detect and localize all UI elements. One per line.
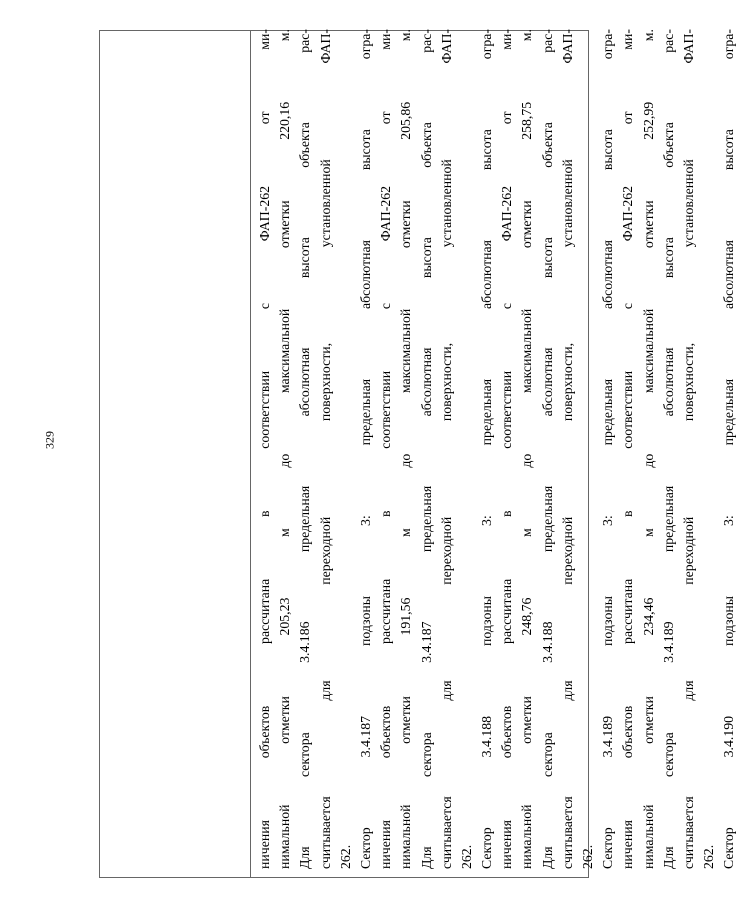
text-line: Для сектора 3.4.187 предельная абсолютная высота объекта рас-: [418, 29, 434, 869]
text-line: считывается для переходной поверхности, установленной ФАП-: [680, 29, 696, 869]
text-line: Сектор 3.4.188 подзоны 3: предельная абсолютная высота огра-: [479, 29, 495, 869]
text-cell: [255, 29, 740, 869]
text-line: ничения объектов рассчитана в соответствии с ФАП-262 от ми-: [378, 29, 394, 869]
text-line: нимальной отметки 234,46 м до максимальной отметки 252,99 м.: [640, 29, 656, 869]
text-line: считывается для переходной поверхности, установленной ФАП-: [559, 29, 575, 869]
rotated-page-content: [99, 29, 737, 878]
text-line: ничения объектов рассчитана в соответствии с ФАП-262 от ми-: [499, 29, 515, 869]
text-line: ничения объектов рассчитана в соответствии с ФАП-262 от ми-: [257, 29, 272, 869]
text-line: Сектор 3.4.190 подзоны 3: предельная абсолютная высота огра-: [721, 29, 737, 869]
text-line: 262.: [701, 844, 717, 869]
text-line: Сектор 3.4.189 подзоны 3: предельная абсолютная высота огра-: [600, 29, 616, 869]
text-line: 262.: [337, 844, 353, 869]
text-line: считывается для переходной поверхности, установленной ФАП-: [438, 29, 454, 869]
content-table: [99, 29, 737, 878]
text-line: 262.: [458, 844, 474, 869]
text-line: нимальной отметки 191,56 м до максимальной отметки 205,86 м.: [398, 29, 414, 869]
text-line: Для сектора 3.4.186 предельная абсолютная высота объекта рас-: [297, 29, 313, 869]
text-line: Сектор 3.4.187 подзоны 3: предельная абсолютная высота огра-: [357, 29, 373, 869]
page-number: 329: [42, 431, 57, 449]
text-line: Для сектора 3.4.189 предельная абсолютная высота объекта рас-: [660, 29, 676, 869]
table-row-text: [251, 29, 737, 878]
text-line: ничения объектов рассчитана в соответствии с ФАП-262 от ми-: [620, 29, 636, 869]
text-line: нимальной отметки 205,23 м до максимальной отметки 220,16 м.: [277, 29, 293, 869]
text-line: 262.: [580, 844, 595, 869]
text-line: считывается для переходной поверхности, установленной ФАП-: [317, 29, 333, 869]
table-row-top: [99, 30, 251, 878]
text-line: Для сектора 3.4.188 предельная абсолютная высота объекта рас-: [539, 29, 555, 869]
text-line: нимальной отметки 248,76 м до максимальной отметки 258,75 м.: [519, 29, 535, 869]
